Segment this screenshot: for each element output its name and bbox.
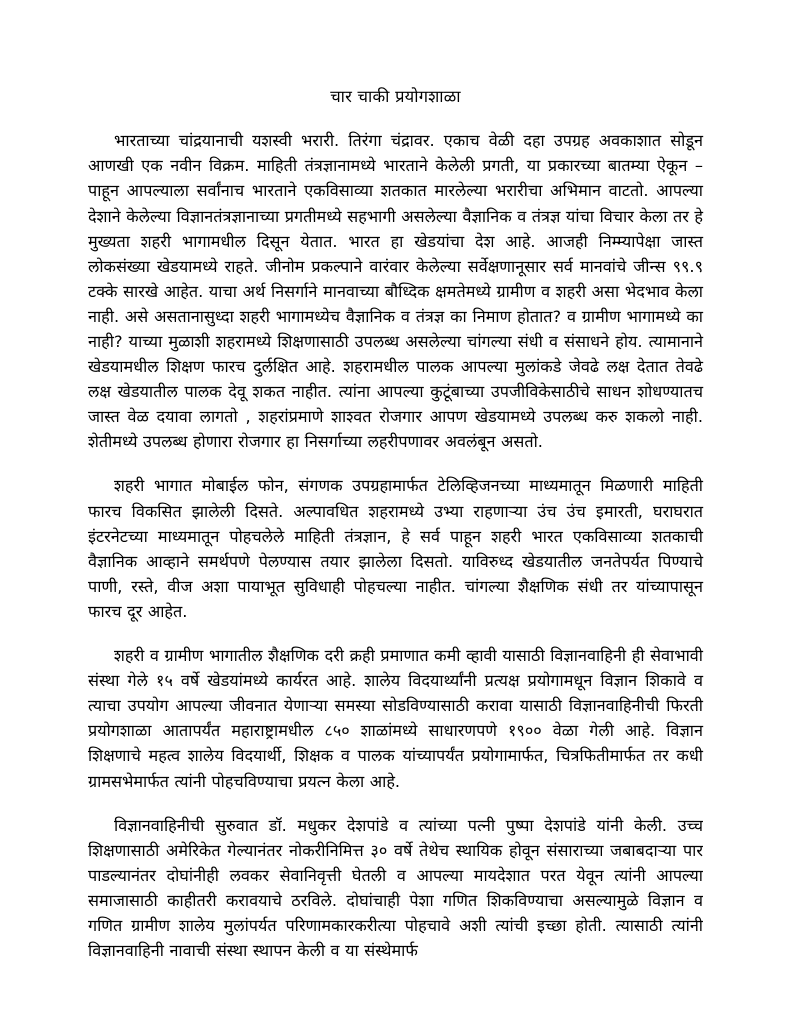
page-content-column [88,0,703,963]
document-body [88,128,703,963]
page-title: चार चाकी प्रयोगशाळा [330,87,461,106]
paragraph-1: भारताच्या चांद्रयानाची यशस्वी भरारी. तिरंगा चंद्रावर. एकाच वेळी दहा उपग्रह अवकाशात सोडून आणखी एक नवीन विक्रम. माहिती तंत्रज्ञानामध्ये भारताने केलेली प्रगती, या प्रकारच्या बातम्या ऐकून –पाहून आपल्याला सर्वांनाच भारताने एकविसाव्या शतकात मारलेल्या भरारीचा अभिमान वाटतो. आपल्या देशाने केलेल्या विज्ञानतंत्रज्ञानाच्या प्रगतीमध्ये सहभागी असलेल्या वैज्ञानिक व तंत्रज्ञ यांचा विचार केला तर हे मुख्यता शहरी भागामधील दिसून येतात. भारत हा खेडयांचा देश आहे. आजही निम्म्यापेक्षा जास्त लोकसंख्या खेडयामध्ये राहते. जीनोम प्रकल्पाने वारंवार केलेल्या सर्वेक्षणानूसार सर्व मानवांचे जीन्स ९९.९ टक्के सारखे आहेत. याचा अर्थ निसर्गाने मानवाच्या बौध्दिक क्षमतेमध्ये ग्रामीण व शहरी असा भेदभाव केला नाही. असे असतानासुध्दा शहरी भागामध्येच वैज्ञानिक व तंत्रज्ञ का निमाण होतात? व ग्रामीण भागामध्ये का नाही? याच्या मुळाशी शहरामध्ये शिक्षणासाठी उपलब्ध असलेल्या चांगल्या संधी व संसाधने होय. त्यामानाने खेडयामधील शिक्षण फारच दुर्लक्षित आहे. शहरामधील पालक आपल्या मुलांकडे जेवढे लक्ष देतात तेवढे लक्ष खेडयातील पालक देवू शकत नाहीत. त्यांना आपल्या कुटूंबाच्या उपजीविकेसाठीचे साधन शोधण्यातच जास्त वेळ दयावा लागतो , शहरांप्रमाणे शाश्वत रोजगार आपण खेडयामध्ये उपलब्ध करु शकलो नाही. शेतीमध्ये उपलब्ध होणारा रोजगार हा निसर्गाच्या लहरीपणावर अवलंबून असतो. [88,131,703,452]
paragraph-3: शहरी व ग्रामीण भागातील शैक्षणिक दरी क्रही प्रमाणात कमी व्हावी यासाठी विज्ञानवाहिनी ही सेवाभावी संस्था गेले १५ वर्षे खेडयांमध्ये कार्यरत आहे. शालेय विदयार्थ्यांनी प्रत्यक्ष प्रयोगामधून विज्ञान शिकावे व त्याचा उपयोग आपल्या जीवनात येणाऱ्या समस्या सोडविण्यासाठी करावा यासाठी विज्ञानवाहिनीची फिरती प्रयोगशाळा आतापर्यंत महाराष्ट्रामधील ८५० शाळांमध्ये साधारणपणे १९०० वेळा गेली आहे. विज्ञान शिक्षणाचे महत्व शालेय विदयार्थी, शिक्षक व पालक यांच्यापर्यंत प्रयोगामार्फत, चित्रफितीमार्फत तर कधी ग्रामसभेमार्फत त्यांनी पोहचविण्याचा प्रयत्न केला आहे. [88,646,703,791]
paragraph-2: शहरी भागात मोबाईल फोन, संगणक उपग्रहामार्फत टेलिव्हिजनच्या माध्यमातून मिळणारी माहिती फारच विकसित झालेली दिसते. अल्पावधित शहरामध्ये उभ्या राहणाऱ्या उंच उंच इमारती, घराघरात इंटरनेटच्या माध्यमातून पोहचलेले माहिती तंत्रज्ञान, हे सर्व पाहून शहरी भारत एकविसाव्या शतकाची वैज्ञानिक आव्हाने समर्थपणे पेलण्यास तयार झालेला दिसतो. याविरुध्द खेडयातील जनतेपर्यत पिण्याचे पाणी, रस्ते, वीज अशा पायाभूत सुविधाही पोहचल्या नाहीत. चांगल्या शैक्षणिक संधी तर यांच्यापासून फारच दूर आहेत. [88,476,703,621]
paragraph-4: विज्ञानवाहिनीची सुरुवात डॉ. मधुकर देशपांडे व त्यांच्या पत्नी पुष्पा देशपांडे यांनी केली. उच्च शिक्षणासाठी अमेरिकेत गेल्यानंतर नोकरीनिमित्त ३० वर्षे तेथेच स्थायिक होवून संसाराच्या जबाबदाऱ्या पार पाडल्यानंतर दोघांनीही लवकर सेवानिवृत्ती घेतली व आपल्या मायदेशात परत येवून त्यांनी आपल्या समाजासाठी काहीतरी करावयाचे ठरविले. दोघांचाही पेशा गणित शिकविण्याचा असल्यामुळे विज्ञान व गणित ग्रामीण शालेय मुलांपर्यत परिणामकारकरीत्या पोहचावे अशी त्यांची इच्छा होती. त्यासाठी त्यांनी विज्ञानवाहिनी नावाची संस्था स्थापन केली व या संस्थेमार्फ [88,815,703,961]
